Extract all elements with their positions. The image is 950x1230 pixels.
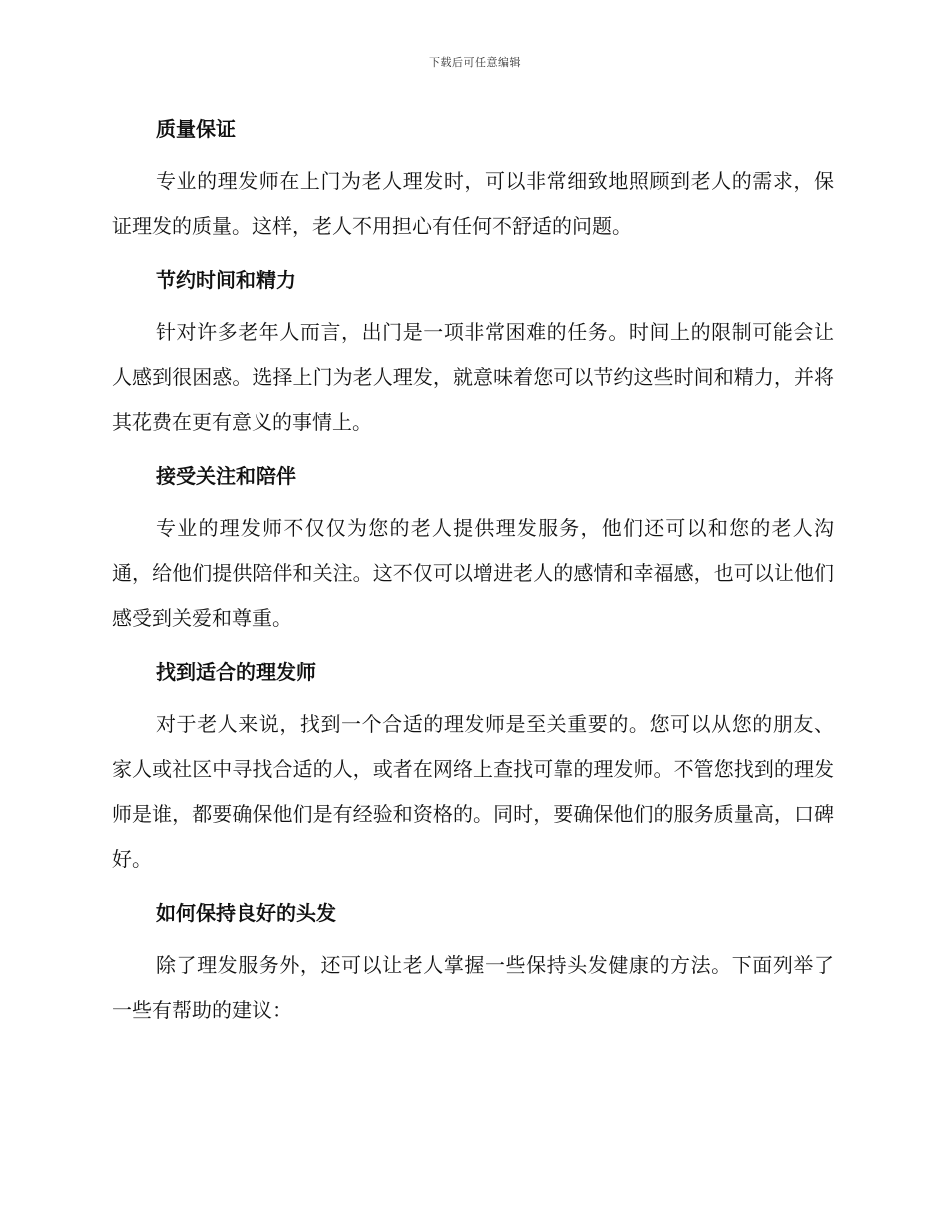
section-save-time — [112, 259, 834, 445]
section-find-barber — [112, 651, 834, 882]
section-heading: 节约时间和精力 — [156, 268, 296, 292]
section-heading: 找到适合的理发师 — [156, 660, 316, 684]
section-hair-care — [112, 892, 834, 1033]
section-heading: 质量保证 — [156, 117, 236, 141]
page-header: 下载后可任意编辑 — [429, 56, 521, 69]
section-paragraph: 针对许多老年人而言，出门是一项非常困难的任务。时间上的限制可能会让人感到很困惑。选择上门为老人理发，就意味着您可以节约这些时间和精力，并将其花费在更有意义的事情上。 — [112, 320, 834, 434]
section-heading: 接受关注和陪伴 — [156, 464, 296, 488]
section-paragraph: 专业的理发师在上门为老人理发时，可以非常细致地照顾到老人的需求，保证理发的质量。这样，老人不用担心有任何不舒适的问题。 — [112, 169, 834, 238]
section-quality — [112, 108, 834, 249]
document-body — [112, 108, 834, 1043]
section-heading: 如何保持良好的头发 — [156, 901, 336, 925]
section-paragraph: 专业的理发师不仅仅为您的老人提供理发服务，他们还可以和您的老人沟通，给他们提供陪伴和关注。这不仅可以增进老人的感情和幸福感，也可以让他们感受到关爱和尊重。 — [112, 516, 834, 630]
section-attention — [112, 455, 834, 641]
section-paragraph: 除了理发服务外，还可以让老人掌握一些保持头发健康的方法。下面列举了一些有帮助的建议： — [112, 953, 834, 1022]
section-paragraph: 对于老人来说，找到一个合适的理发师是至关重要的。您可以从您的朋友、家人或社区中寻找合适的人，或者在网络上查找可靠的理发师。不管您找到的理发师是谁，都要确保他们是有经验和资格的。同时，要确保他们的服务质量高，口碑好。 — [112, 712, 834, 871]
